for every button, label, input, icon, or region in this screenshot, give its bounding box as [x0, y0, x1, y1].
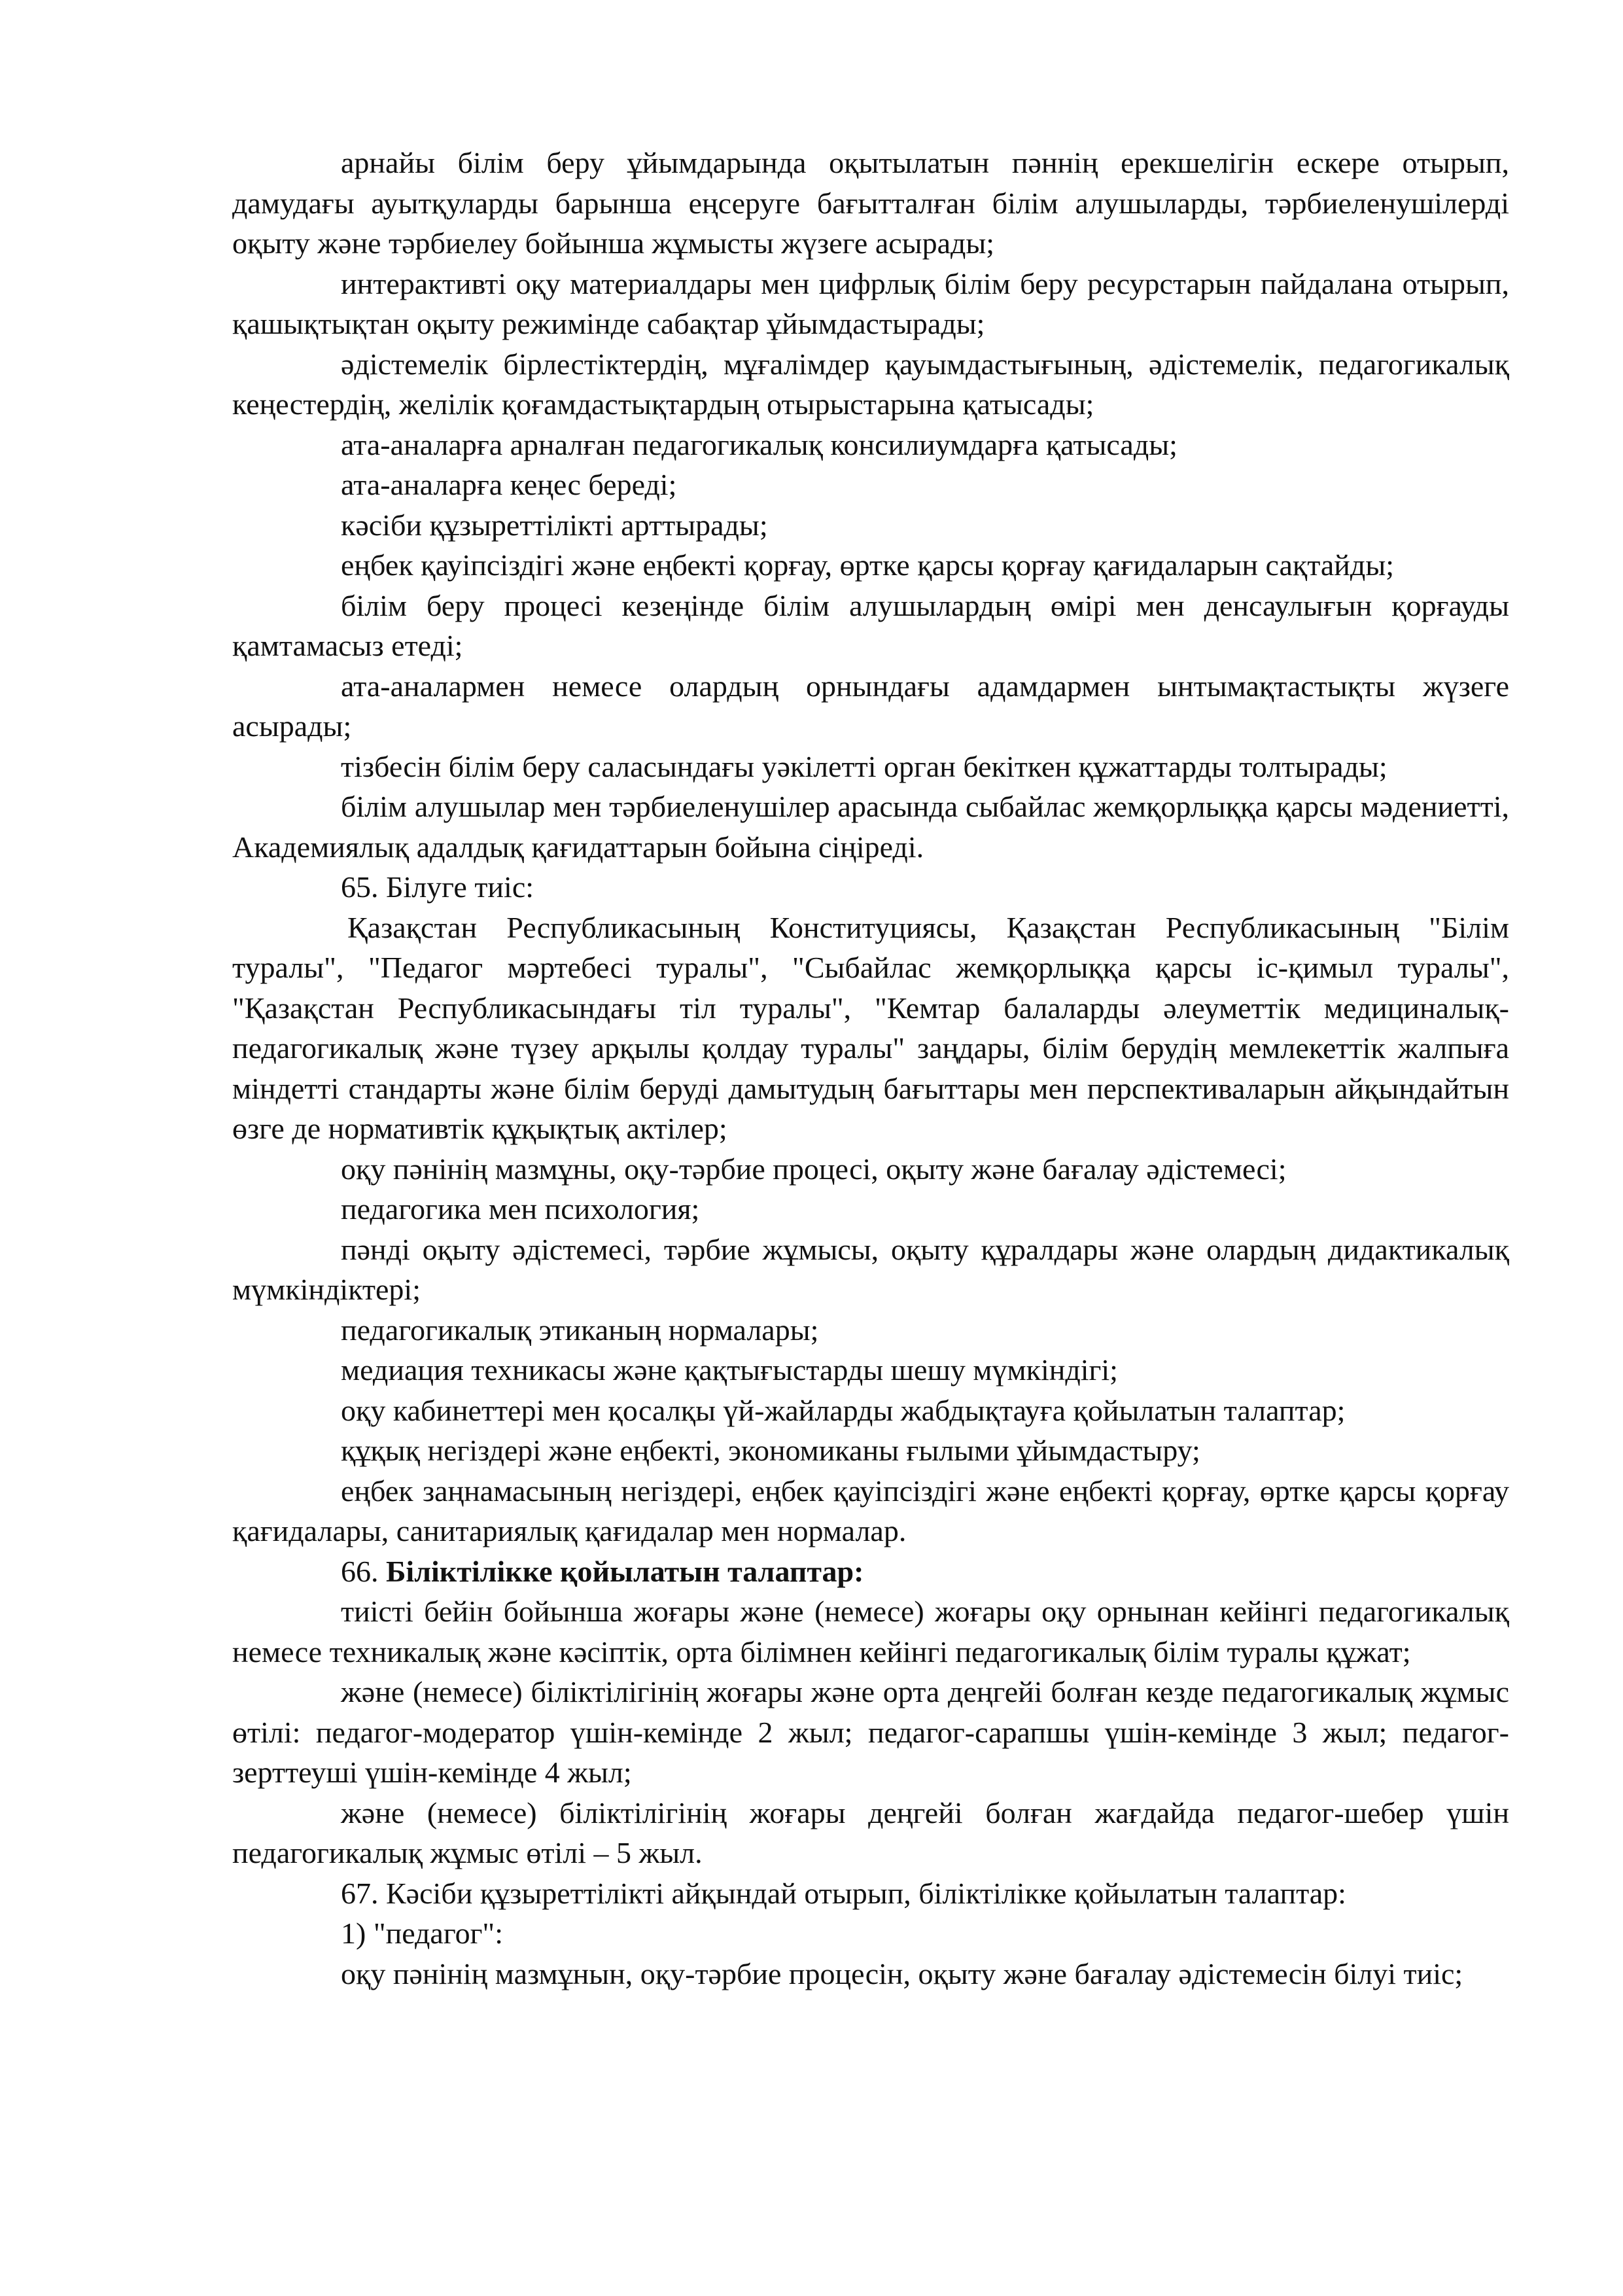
paragraph: оқу кабинеттері мен қосалқы үй-жайларды жабдықтауға қойылатын талаптар; [341, 1393, 1346, 1427]
paragraph: пәнді оқыту әдістемесі, тәрбие жұмысы, оқыту құралдары және олардың дидактикалық мүмкіндіктері; [232, 1232, 1509, 1306]
paragraph: құқық негіздері және еңбекті, экономиканы ғылыми ұйымдастыру; [341, 1434, 1200, 1467]
paragraph: педагогика мен психология; [341, 1192, 700, 1226]
paragraph: оқу пәнінің мазмұны, оқу-тәрбие процесі, оқыту және бағалау әдістемесі; [341, 1152, 1287, 1186]
paragraph: білім алушылар мен тәрбиеленушілер арасында сыбайлас жемқорлыққа қарсы мәдениетті, Академиялық адалдық қағидаттарын бойына сіңіреді. [232, 790, 1509, 864]
paragraph: және (немесе) біліктілігінің жоғары деңгейі болған жағдайда педагог-шебер үшін педагогикалық жұмыс өтілі – 5 жыл. [232, 1795, 1509, 1869]
paragraph: педагогикалық этиканың нормалары; [341, 1313, 819, 1347]
paragraph: білім беру процесі кезеңінде білім алушылардың өмірі мен денсаулығын қорғауды қамтамасыз етеді; [232, 588, 1509, 662]
paragraph: оқу пәнінің мазмұнын, оқу-тәрбие процесін, оқыту және бағалау әдістемесін білуі тиіс; [341, 1956, 1463, 1990]
paragraph: арнайы білім беру ұйымдарында оқытылатын пәннің ерекшелігін ескере отырып, дамудағы ауытқуларды барынша еңсеруге бағытталған білім алушыларды, тәрбиеленушілерді оқыту және тәрбиелеу бойынша жұмысты жүзеге асырады; [232, 146, 1509, 260]
paragraph: тиісті бейін бойынша жоғары және (немесе) жоғары оқу орнынан кейінгі педагогикалық немесе техникалық және кәсіптік, орта білімнен кейінгі педагогикалық білім туралы құжат; [232, 1595, 1509, 1669]
section-66-number: 66. [341, 1554, 386, 1588]
paragraph: ата-аналармен немесе олардың орнындағы адамдармен ынтымақтастықты жүзеге асырады; [232, 669, 1509, 743]
paragraph: кәсіби құзыреттілікті арттырады; [341, 508, 768, 542]
paragraph: интерактивті оқу материалдары мен цифрлық білім беру ресурстарын пайдалана отырып, қашықтықтан оқыту режимінде сабақтар ұйымдастырады; [232, 266, 1509, 340]
subsection-heading: 1) "педагог": [341, 1916, 503, 1950]
section-66-title: Біліктілікке қойылатын талаптар: [386, 1554, 864, 1588]
paragraph: еңбек заңнамасының негіздері, еңбек қауіпсіздігі және еңбекті қорғау, өртке қарсы қорғау қағидалары, санитариялық қағидалар мен нормалар. [232, 1474, 1509, 1547]
paragraph: және (немесе) біліктілігінің жоғары және орта деңгейі болған кезде педагогикалық жұмыс өтілі: педагог-модератор үшін-кемінде 2 жыл; педагог-сарапшы үшін-кемінде 3 жыл; педагог-зерттеуші үшін-кемінде 4 жыл; [232, 1675, 1509, 1789]
paragraph: әдістемелік бірлестіктердің, мұғалімдер қауымдастығының, әдістемелік, педагогикалық кеңестердің, желілік қоғамдастықтардың отырыстарына қатысады; [232, 347, 1509, 421]
section-66-heading [232, 1551, 1509, 1592]
paragraph: тізбесін білім беру саласындағы уәкілетті орган бекіткен құжаттарды толтырады; [341, 749, 1387, 783]
section-65-heading: 65. Білуге тиіс: [341, 870, 534, 904]
paragraph: Қазақстан Республикасының Конституциясы, Қазақстан Республикасының "Білім туралы", "Педагог мәртебесі туралы", "Сыбайлас жемқорлыққа қарсы іс-қимыл туралы", "Қазақстан Республикасындағы тіл туралы", "Кемтар балаларды әлеуметтік медициналық-педагогикалық және түзеу арқылы қолдау туралы" заңдары, білім берудің мемлекеттік жалпыға міндетті стандарты және білім беруді дамытудың бағыттары мен перспективаларын айқындайтын өзге де нормативтік құқықтық актілер; [232, 910, 1509, 1145]
section-67-heading: 67. Кәсіби құзыреттілікті айқындай отырып, біліктілікке қойылатын талаптар: [341, 1876, 1346, 1910]
paragraph: ата-аналарға кеңес береді; [341, 468, 677, 501]
paragraph: медиация техникасы және қақтығыстарды шешу мүмкіндігі; [341, 1353, 1118, 1386]
paragraph: ата-аналарға арналған педагогикалық консилиумдарға қатысады; [341, 427, 1178, 461]
paragraph: еңбек қауіпсіздігі және еңбекті қорғау, өртке қарсы қорғау қағидаларын сақтайды; [341, 548, 1394, 582]
document-page [232, 143, 1509, 1994]
